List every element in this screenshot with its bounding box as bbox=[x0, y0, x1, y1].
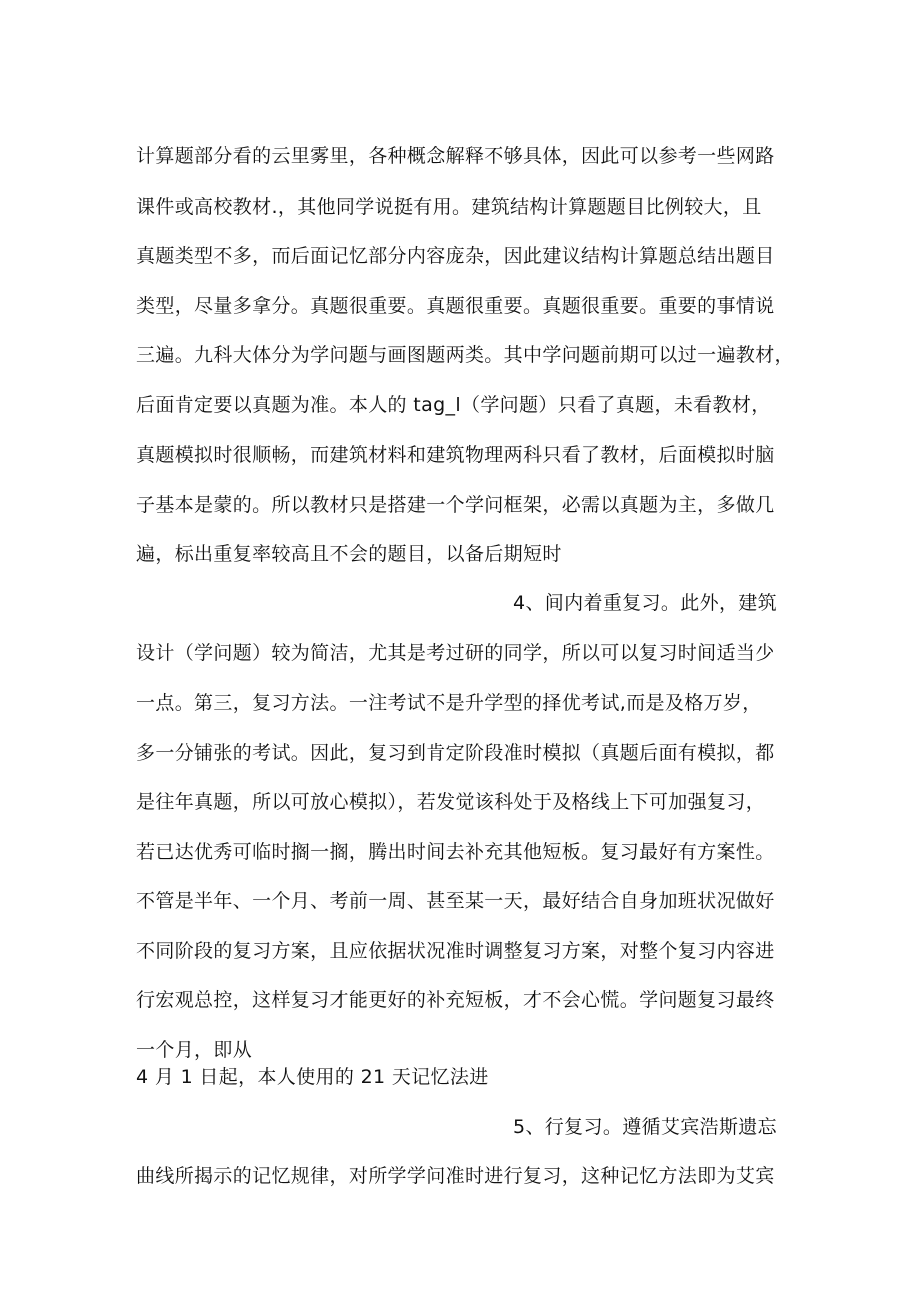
section-heading-line: 5、行复习。遵循艾宾浩斯遗忘 bbox=[513, 1116, 777, 1138]
text-line: 后面肯定要以真题为准。本人的 tag_l（学问题）只看了真题，未看教材， bbox=[136, 394, 771, 416]
text-line: 多一分铺张的考试。因此，复习到肯定阶段准时模拟（真题后面有模拟，都 bbox=[136, 742, 775, 764]
text-line: 不管是半年、一个月、考前一周、甚至某一天，最好结合自身加班状况做好 bbox=[136, 890, 775, 912]
text-line: 类型，尽量多拿分。真题很重要。真题很重要。真题很重要。重要的事情说 bbox=[136, 295, 775, 317]
text-line: 一个月，即从 bbox=[136, 1039, 253, 1061]
text-line: 三遍。九科大体分为学问题与画图题两类。其中学问题前期可以过一遍教材， bbox=[136, 344, 794, 366]
text-line: 遍，标出重复率较高且不会的题目，以备后期短时 bbox=[136, 543, 562, 565]
text-line: 真题类型不多，而后面记忆部分内容庞杂，因此建议结构计算题总结出题目 bbox=[136, 245, 775, 267]
text-line: 不同阶段的复习方案，且应依据状况准时调整复习方案，对整个复习内容进 bbox=[136, 940, 775, 962]
text-line: 课件或高校教材.，其他同学说挺有用。建筑结构计算题题目比例较大，且 bbox=[136, 196, 762, 218]
text-line: 是往年真题，所以可放心模拟），若发觉该科处于及格线上下可加强复习， bbox=[136, 791, 766, 813]
text-line: 设计（学问题）较为简洁，尤其是考过研的同学，所以可以复习时间适当少 bbox=[136, 642, 775, 664]
text-line: 曲线所揭示的记忆规律，对所学学问准时进行复习，这种记忆方法即为艾宾 bbox=[136, 1165, 775, 1187]
text-line: 子基本是蒙的。所以教材只是搭建一个学问框架，必需以真题为主，多做几 bbox=[136, 494, 775, 516]
text-line: 行宏观总控，这样复习才能更好的补充短板，才不会心慌。学问题复习最终 bbox=[136, 989, 775, 1011]
text-line: 若已达优秀可临时搁一搁，腾出时间去补充其他短板。复习最好有方案性。 bbox=[136, 841, 775, 863]
section-heading-line: 4、间内着重复习。此外，建筑 bbox=[513, 592, 777, 614]
text-line: 一点。第三，复习方法。一注考试不是升学型的择优考试,而是及格万岁， bbox=[136, 692, 762, 714]
text-line: 计算题部分看的云里雾里，各种概念解释不够具体，因此可以参考一些网路 bbox=[136, 145, 775, 167]
text-line: 4 月 1 日起，本人使用的 21 天记忆法进 bbox=[136, 1066, 489, 1088]
text-line: 真题模拟时很顺畅，而建筑材料和建筑物理两科只看了教材，后面模拟时脑 bbox=[136, 444, 775, 466]
